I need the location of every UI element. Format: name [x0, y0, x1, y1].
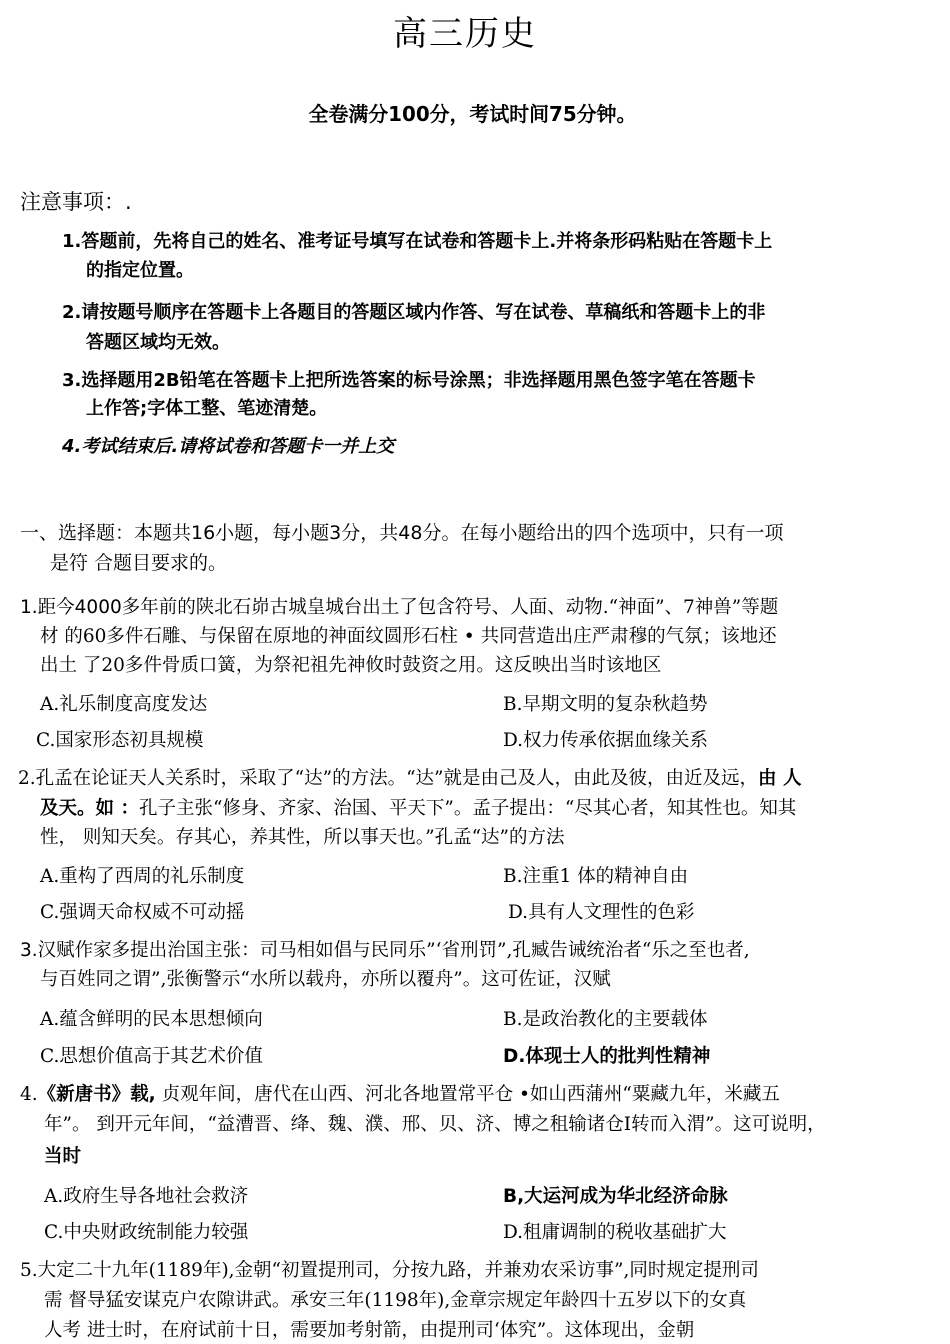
question-2-option-a: A.重构了西周的礼乐制度 [40, 866, 245, 887]
question-4-option-d: D.租庸调制的税收基础扩大 [503, 1222, 727, 1243]
question-3-option-a: A.蕴含鲜明的民本思想倾向 [40, 1009, 263, 1030]
exam-subtitle: 全卷满分100分，考试时间75分钟。 [308, 102, 637, 126]
question-2-option-c: C.强调天命权威不可动摇 [40, 902, 245, 923]
question-4-line-2: 年”。 到开元年间，“益漕晋、绛、魏、濮、邢、贝、济、博之租输诸仓I转而入渭”。这可说明， [44, 1114, 826, 1135]
question-2-line-1: 2.孔孟在论证天人关系时，采取了“达”的方法。“达”就是由己及人，由此及彼，由近及远，由 人 [18, 768, 802, 789]
question-5-line-3: 人考 进士时，在府试前十日，需要加考射箭，由提刑司‘体究”。这体现出，金朝 [44, 1320, 695, 1341]
question-1-option-c: C.国家形态初具规模 [36, 730, 204, 751]
section-heading: 一、选择题：本题共16小题，每小题3分，共48分。在每小题给出的四个选项中，只有一项 [20, 522, 784, 544]
notice-line-3: 3.选择题用2B铅笔在答题卡上把所选答案的标号涂黑；非选择题用黑色签字笔在答题卡 [62, 370, 756, 391]
notice-line-4: 4.考试结束后.请将试卷和答题卡一并上交 [62, 436, 395, 457]
question-3-option-b: B.是政治教化的主要载体 [503, 1009, 708, 1030]
section-heading-cont: 是符 合题目要求的。 [50, 552, 228, 574]
notice-heading: 注意事项：. [20, 190, 132, 214]
notice-line-2-cont: 答题区域均无效。 [86, 332, 230, 353]
question-3-line-2: 与百姓同之谓”,张衡警示“水所以载舟，亦所以覆舟”。这可佐证，汉赋 [40, 969, 611, 990]
question-4-option-a: A.政府生导各地社会救济 [44, 1186, 249, 1207]
question-3-option-d: D.体现士人的批判性精神 [503, 1046, 711, 1067]
question-4-option-c: C.中央财政统制能力较强 [44, 1222, 249, 1243]
question-1-option-b: B.早期文明的复杂秋趋势 [503, 694, 708, 715]
question-2-line-2: 及天。如 ：孔子主张“修身、齐家、治国、平天下”。孟子提出：“尽其心者，知其性也。知其 [40, 798, 797, 819]
question-2-option-d: D.具有人文理性的色彩 [508, 902, 695, 923]
notice-line-3-cont: 上作答;字体工整、笔迹清楚。 [86, 398, 328, 419]
question-5-line-2: 需 督导猛安谋克户农隙讲武。承安三年(1198年),金章宗规定年龄四十五岁以下的女真 [44, 1290, 747, 1311]
question-1-line-3: 出土 了20多件骨质口簧，为祭祀祖先神攸时鼓资之用。这反映出当时该地区 [40, 655, 662, 676]
question-2-option-b: B.注重1 体的精神自由 [503, 866, 689, 887]
question-1-line-2: 材 的60多件石雕、与保留在原地的神面纹圆形石柱 • 共同营造出庄严肃穆的气氛；该地还 [40, 626, 777, 647]
question-3-option-c: C.思想价值高于其艺术价值 [40, 1046, 263, 1067]
question-1-option-d: D.权力传承依据血缘关系 [503, 730, 709, 751]
question-3-line-1: 3.汉赋作家多提出治国主张：司马相如倡与民同乐”‘省刑罚”,孔臧告诫统治者“乐之至也者, [20, 940, 750, 961]
page-title: 高三历史 [393, 14, 537, 54]
question-1-option-a: A.礼乐制度高度发达 [40, 694, 208, 715]
question-4-line-3: 当时 [44, 1146, 82, 1167]
notice-line-1: 1.答题前，先将自己的姓名、准考证号填写在试卷和答题卡上.并将条形码粘贴在答题卡上 [62, 231, 773, 252]
notice-line-1-cont: 的指定位置。 [86, 260, 194, 281]
question-1-line-1: 1.距今4000多年前的陕北石峁古城皇城台出土了包含符号、人面、动物.“神面”、7神兽”等题 [20, 597, 779, 618]
question-4-line-1: 4.《新唐书》载, 贞观年间，唐代在山西、河北各地置常平仓 •如山西蒲州“粟藏九年，米藏五 [20, 1084, 780, 1105]
question-2-line-3: 性， 则知天矣。存其心，养其性，所以事天也。”孔孟“达”的方法 [40, 827, 565, 848]
notice-line-2: 2.请按题号顺序在答题卡上各题目的答题区域内作答、写在试卷、草稿纸和答题卡上的非 [62, 302, 766, 323]
question-4-option-b: B,大运河成为华北经济命脉 [503, 1186, 728, 1207]
question-5-line-1: 5.大定二十九年(1189年),金朝“初置提刑司，分按九路，并兼劝农采访事”,同时规定提刑司 [20, 1260, 759, 1281]
